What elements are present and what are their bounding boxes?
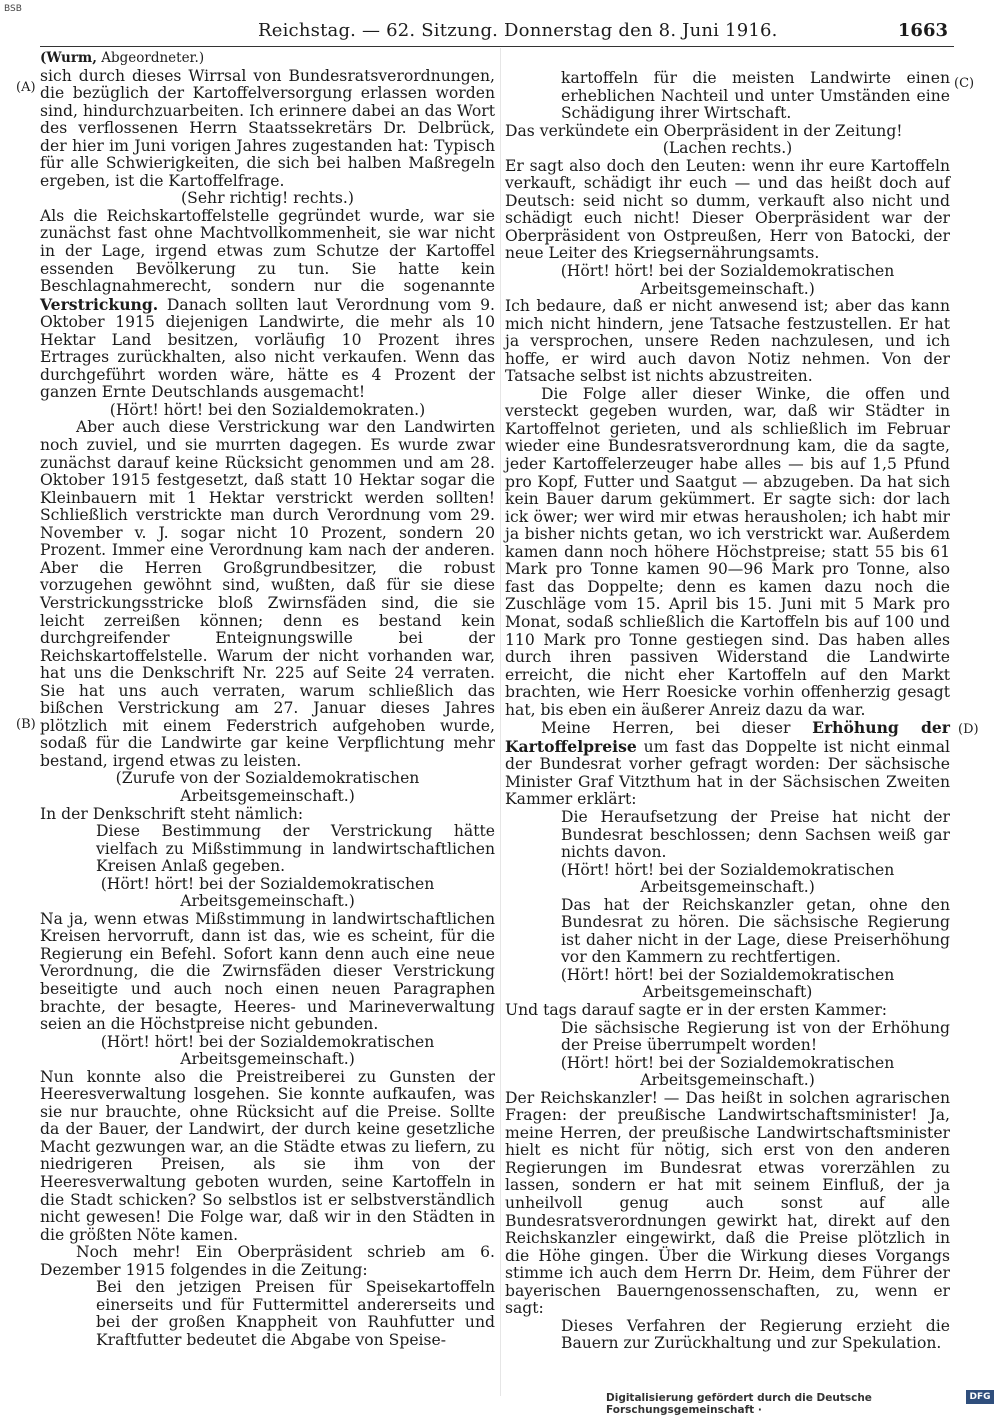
interjection: (Hört! hört! bei der Sozialdemokratischen Arbeitsgemeinschaft)	[560, 965, 895, 1002]
speaker-name: (Wurm,	[40, 50, 97, 66]
margin-mark-d: (D)	[958, 722, 979, 737]
paragraph: Na ja, wenn etwas Mißstimmung in landwirtschaftlichen Kreisen hervorruft, dann ist das, wie es scheint, für die Regierung ein Befehl. Sofort kann denn auch eine neue Verordnung, die die Zwirnsfäden dieser Verstrickung beseitigte und auch noch einen neuen Paragraphen brachte, der besagte, Heeres- und Marineverwaltung seien an die Höchstpreise nicht gebunden.	[40, 909, 495, 1034]
interjection: (Hört! hört! bei den Sozialdemokraten.)	[109, 400, 426, 419]
margin-mark-a: (A)	[16, 80, 36, 95]
paragraph: Aber auch diese Verstrickung war den Landwirten noch zuviel, und sie murrten dagegen. Es wurde zwar zunächst darauf keine Rücksicht genommen und am 28. Oktober 1915 festgesetzt, daß statt 10 Hektar sogar die Kleinbauern mit 1 Hektar verstrickt werden sollten! Schließlich verstrickte man durch Verordnung vom 29. November v. J. sogar nicht 10 Prozent, sondern 20 Prozent. Immer eine Verordnung kam nach der anderen. Aber die Herren Großgrundbesitzer, die robust vorzugehen gewöhnt sind, wußten, daß für sie diese Verstrickungsstricke bloß Zwirnsfäden sind, die sie leicht zerreißen können; denn es bestand kein durchgreifender Enteignungswille bei der Reichskartoffelstelle. Warum der nicht vorhanden war, hat uns die Denkschrift Nr. 225 auf Seite 24 verraten. Sie hat uns auch verraten, warum schließlich das bißchen Verstrickung am 27. Januar dieses Jahres plötzlich mit einem Federstrich aufgehoben wurde, sodaß für die Landwirte gar keine Verpflichtung mehr bestand, irgend etwas zu leisten.	[40, 418, 495, 770]
quotation: Diese Bestimmung der Verstrickung hätte vielfach zu Mißstimmung in landwirtschaftlichen Kreisen Anlaß gegeben.	[96, 822, 495, 876]
paragraph: Noch mehr! Ein Oberpräsident schrieb am 6. Dezember 1915 folgendes in die Zeitung:	[40, 1243, 495, 1279]
paragraph: Ich bedaure, daß er nicht anwesend ist; aber das kann mich nicht hindern, jene Tatsache festzustellen. Er hat ja versprochen, unsere Reden nachzulesen, und ich hoffe, er wird auch davon Notiz nehmen. Von der Tatsache selbst ist nichts abzustreiten.	[505, 297, 950, 386]
interjection: (Hört! hört! bei der Sozialdemokratischen Arbeitsgemeinschaft.)	[560, 860, 895, 897]
interjection: (Hört! hört! bei der Sozialdemokratischen Arbeitsgemeinschaft.)	[560, 262, 895, 298]
margin-mark-c: (C)	[954, 76, 975, 91]
library-mark: BSB	[4, 4, 22, 14]
paragraph-text: Meine Herren, bei dieser	[541, 719, 813, 738]
paragraph: sich durch dieses Wirrsal von Bundesratsverordnungen, die bezüglich der Kartoffelversorgung erlassen worden sind, hindurchzuarbeiten. Ich erinnere dabei an das Wort des verflossenen Herrn Staatssekretärs Dr. Delbrück, der hier im Juni vorigen Jahres zugestanden hat: Typisch für alle Schwierigkeiten, die sich bei halben Maßregeln ergeben, ist die Kartoffelfrage.	[40, 66, 495, 190]
column-divider	[500, 48, 501, 1396]
paragraph-text: Danach sollten laut Verordnung vom 9. Oktober 1915 diejenigen Landwirte, die mehr als 10 Hektar Land besitzen, vorläufig 10 Prozent ihres Ertrages zurückhalten, also nicht verkaufen. Wenn das durchgeführt worden wäre, hätte es 4 Prozent der ganzen Ernte Deutschlands ausgemacht!	[40, 295, 495, 402]
paragraph: In der Denkschrift steht nämlich:	[40, 804, 304, 823]
page-number: 1663	[897, 20, 948, 41]
paragraph	[40, 208, 495, 402]
paragraph: Das verkündete ein Oberpräsident in der Zeitung!	[505, 121, 903, 140]
quotation: Dieses Verfahren der Regierung erzieht die Bauern zur Zurückhaltung und zur Spekulation.	[561, 1316, 950, 1353]
paragraph: Nun konnte also die Preistreiberei zu Gunsten der Heeresverwaltung losgehen. Sie konnte aufkaufen, was sie nur brauchte, ohne Rücksicht auf die Preise. Sollte da der Bauer, der Landwirt, der durch keine gesetzliche Macht gezwungen war, an die Städte etwas zu liefern, zu niedrigeren Preisen, als sie ihm von der Heeresverwaltung geboten wurden, seine Kartoffeln in die Stadt schicken? So selbstlos ist er selbstverständlich nicht gewesen! Die Folge war, daß wir in den Städten in die größten Nöte kamen.	[40, 1067, 495, 1244]
paragraph: Und tags darauf sagte er in der ersten Kammer:	[505, 1000, 888, 1019]
quotation: Die Heraufsetzung der Preise hat nicht der Bundesrat beschlossen; denn Sachsen weiß gar nichts davon.	[561, 807, 950, 862]
quotation: Die sächsische Regierung ist von der Erhöhung der Preise überrumpelt worden!	[561, 1018, 950, 1055]
right-column	[505, 70, 950, 1353]
quotation: Bei den jetzigen Preisen für Speisekartoffeln einerseits und für Futtermittel andererseits und bei der großen Knappheit von Rauhfutter und Kraftfutter bedeutet die Abgabe von Speise-	[96, 1278, 495, 1349]
header-title: Reichstag. — 62. Sitzung. Donnerstag den 8. Juni 1916.	[258, 20, 778, 41]
digitization-credit: Digitalisierung gefördert durch die Deutsche Forschungsgemeinschaft ·	[606, 1392, 872, 1416]
interjection: (Hört! hört! bei der Sozialdemokratischen Arbeitsgemeinschaft.)	[100, 1032, 435, 1069]
page-header	[40, 20, 954, 47]
paragraph-text: Als die Reichskartoffelstelle gegründet wurde, war sie zunächst fast ohne Machtvollkommenheit, sie war nicht in der Lage, irgend etwas zum Schutze der Kartoffel essenden Bevölkerung zu tun. Sie hatte kein Beschlagnahmerecht, sondern nur die sogenannte	[40, 206, 495, 296]
interjection: (Sehr richtig! rechts.)	[181, 189, 354, 208]
paragraph: Der Reichskanzler! — Das heißt in solchen agrarischen Fragen: der preußische Landwirtschaftsminister! Ja, meine Herren, der preußische Landwirtschaftsminister hielt es nicht für nötig, sich erst von den anderen Regierungen im Bundesrat etwas vorerzählen zu lassen, sondern er hat mit seinem Einfluß, der ja unheilvoll genug auch sonst auf alle Bundesratsverordnungen gewirkt hat, direkt auf den Reichskanzler eingewirkt, daß die Preise plötzlich in die Höhe gingen. Über die Wirkung dieses Vorgangs stimme ich auch dem Herrn Dr. Heim, dem Führer der bayerischen Bauerngenossenschaften, zu, wenn er sagt:	[505, 1088, 950, 1318]
paragraph-text: um fast das Doppelte ist nicht einmal der Bundesrat vorher gefragt worden: Der sächsische Minister Graf Vitzthum hat in der Sächsischen Zweiten Kammer erklärt:	[505, 737, 950, 809]
paragraph	[505, 719, 950, 809]
paragraph: Die Folge aller dieser Winke, die offen und versteckt gegeben wurden, war, daß wir Städter in Kartoffelnot gerieten, und als schließlich im Februar wieder eine Bundesratsverordnung kam, die da sagte, jeder Kartoffelerzeuger habe alles — bis auf 1,5 Pfund pro Kopf, Futter und Saatgut — abzugeben. Da hat sich kein Bauer darum gekümmert. Er sagte sich: dor lach ick öwer; wer wird mir etwas herausholen; ich habt mir ja bisher nichts getan, wo ich verstrickt war. Außerdem kamen dann noch höhere Höchstpreise; statt 55 bis 61 Mark pro Tonne kamen 90—96 Mark pro Tonne, also fast das Doppelte; denn es kamen dazu noch die Zuschläge vom 15. April bis 15. Juni mit 5 Mark pro Monat, sodaß schließlich die Kartoffeln bis auf 100 und 110 Mark pro Tonne gestiegen sind. Das haben alles durch ihren passiven Widerstand die Landwirte erreicht, die nicht eher Kartoffeln auf den Markt brachten, wie Herr Roesicke vorhin offenherzig gesagt hat, bis eben ein äußerer Anreiz dazu da war.	[505, 384, 950, 719]
speaker-role: Abgeordneter.)	[96, 50, 205, 66]
left-column	[40, 50, 495, 1349]
dfg-logo: DFG	[966, 1390, 994, 1404]
interjection: (Lachen rechts.)	[662, 139, 793, 158]
interjection: (Hört! hört! bei der Sozialdemokratischen Arbeitsgemeinschaft.)	[100, 874, 435, 911]
interjection: (Zurufe von der Sozialdemokratischen Arbeitsgemeinschaft.)	[115, 769, 420, 805]
interjection: (Hört! hört! bei der Sozialdemokratischen Arbeitsgemeinschaft.)	[560, 1053, 895, 1090]
quotation: Das hat der Reichskanzler getan, ohne den Bundesrat zu hören. Die sächsische Regierung ist daher nicht in der Lage, diese Preiserhöhung vor den Kammern zu rechtfertigen.	[561, 895, 950, 967]
emphasis: Verstrickung.	[40, 294, 159, 314]
speaker-label	[40, 50, 495, 68]
quotation: kartoffeln für die meisten Landwirte einen erheblichen Nachteil und unter Umständen eine Schädigung ihrer Wirtschaft.	[561, 69, 950, 123]
paragraph: Er sagt also doch den Leuten: wenn ihr eure Kartoffeln verkauft, schädigt ihr euch — und das heißt doch auf Deutsch: seid nicht so dumm, verkauft also nicht und schädigt euch nicht! Dieser Oberpräsident war der Oberpräsident von Ostpreußen, Herr von Batocki, der neue Leiter des Kriegsernährungsamts.	[505, 156, 950, 263]
margin-mark-b: (B)	[16, 717, 36, 732]
emphasis: Erhöhung der Kartoffelpreise	[505, 718, 950, 756]
